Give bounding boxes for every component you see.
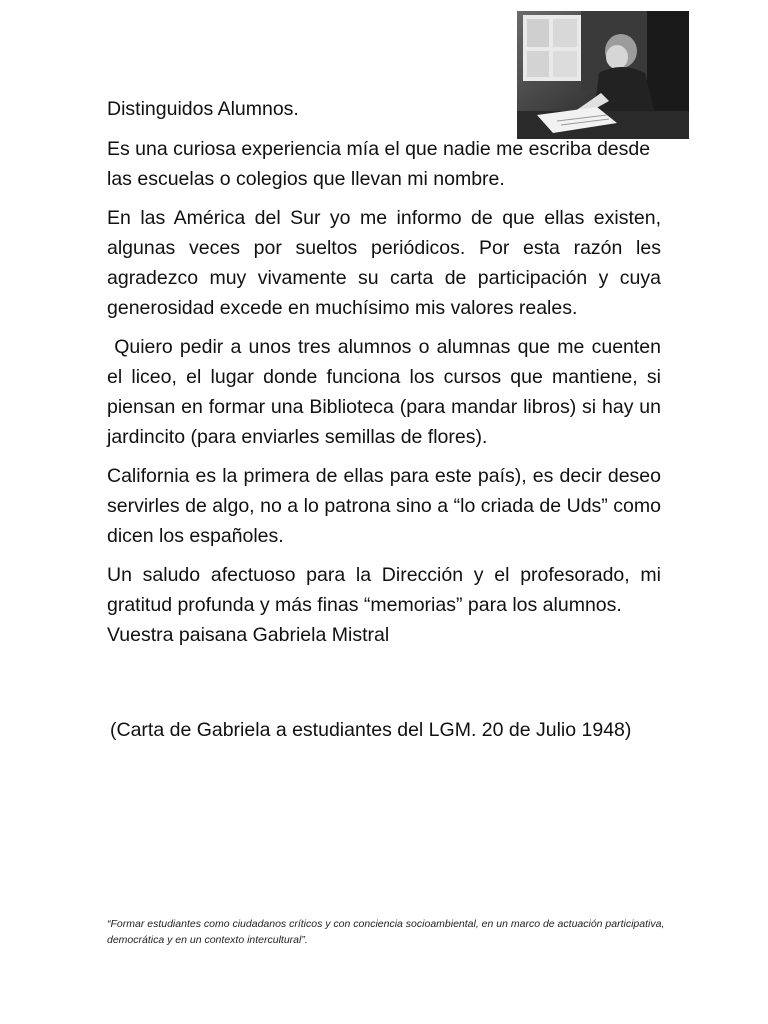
letter-paragraph: En las América del Sur yo me informo de que ellas existen, algunas veces por sueltos periódicos. Por esta razón les agradezco muy vivamente su carta de participación y cuya generosidad excede en muchísimo mis valores reales.	[107, 207, 661, 319]
footer-motto: “Formar estudiantes como ciudadanos críticos y con conciencia socioambiental, en un marco de actuación participativa, democrática y en un contexto intercultural”.	[107, 918, 665, 946]
letter-paragraph: Es una curiosa experiencia mía el que nadie me escriba desde las escuelas o colegios que llevan mi nombre.	[107, 138, 651, 190]
letter-body	[107, 94, 667, 650]
letter-paragraph: California es la primera de ellas para este país), es decir deseo servirles de algo, no a lo patrona sino a “lo criada de Uds” como dicen los españoles.	[107, 465, 661, 547]
letter-signature: Vuestra paisana Gabriela Mistral	[107, 624, 390, 646]
letter-paragraph: Quiero pedir a unos tres alumnos o alumnas que me cuenten el liceo, el lugar donde funciona los cursos que mantiene, si piensan en formar una Biblioteca (para mandar libros) si hay un jardincito (para enviarles semillas de flores).	[107, 336, 667, 448]
letter-greeting: Distinguidos Alumnos.	[107, 98, 299, 120]
letter-caption: (Carta de Gabriela a estudiantes del LGM. 20 de Julio 1948)	[110, 719, 632, 741]
letter-closing: Un saludo afectuoso para la Dirección y el profesorado, mi gratitud profunda y más finas “memorias” para los alumnos.	[107, 564, 661, 616]
